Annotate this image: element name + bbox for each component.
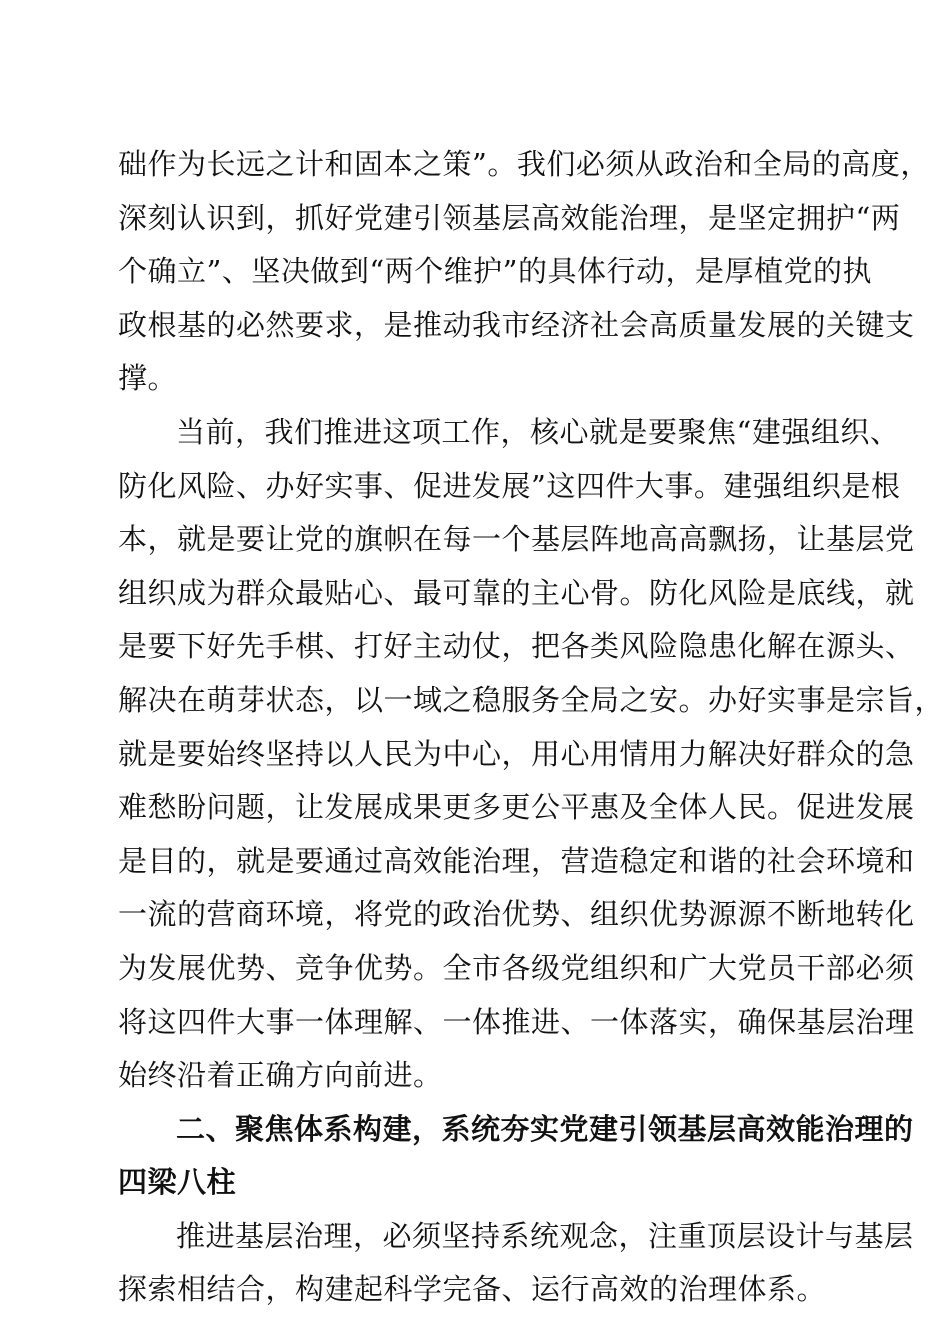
text-line: 始终沿着正确方向前进。 [118,1058,443,1093]
text-line: 一流的营商环境，将党的政治优势、组织优势源源不断地转化 [118,897,915,932]
text-line: 探索相结合，构建起科学完备、运行高效的治理体系。 [118,1272,827,1307]
text-line: 础作为长远之计和固本之策”。我们必须从政治和全局的高度， [118,147,930,181]
heading-line: 二、聚焦体系构建，系统夯实党建引领基层高效能治理的 [176,1111,914,1146]
text-line: 政根基的必然要求，是推动我市经济社会高质量发展的关键支 [118,307,915,342]
text-line: 难愁盼问题，让发展成果更多更公平惠及全体人民。促进发展 [118,790,915,825]
text-line: 就是要始终坚持以人民为中心，用心用情用力解决好群众的急 [118,736,915,771]
paragraph [118,406,945,1103]
text-line: 是要下好先手棋、打好主动仗，把各类风险隐患化解在源头、 [118,629,915,664]
text-line: 解决在萌芽状态，以一域之稳服务全局之安。办好实事是宗旨， [118,682,945,717]
text-line: 是目的，就是要通过高效能治理，营造稳定和谐的社会环境和 [118,843,915,878]
text-line: 当前，我们推进这项工作，核心就是要聚焦“建强组织、 [176,414,900,449]
text-line: 组织成为群众最贴心、最可靠的主心骨。防化风险是底线，就 [118,575,915,610]
paragraph [118,138,930,406]
text-line: 为发展优势、竞争优势。全市各级党组织和广大党员干部必须 [118,950,915,985]
text-line: 推进基层治理，必须坚持系统观念，注重顶层设计与基层 [176,1218,914,1253]
document-body [118,138,945,1317]
text-line: 将这四件大事一体理解、一体推进、一体落实，确保基层治理 [118,1004,915,1039]
text-line: 个确立”、坚决做到“两个维护”的具体行动，是厚植党的执 [118,254,872,289]
text-line: 深刻认识到，抓好党建引领基层高效能治理，是坚定拥护“两 [118,200,901,235]
section-heading [118,1103,914,1210]
text-line: 撑。 [118,361,178,396]
text-line: 本，就是要让党的旗帜在每一个基层阵地高高飘扬，让基层党 [118,522,915,557]
paragraph [118,1210,914,1317]
heading-line: 四梁八柱 [118,1165,237,1200]
text-line: 防化风险、办好实事、促进发展”这四件大事。建强组织是根 [118,468,901,503]
